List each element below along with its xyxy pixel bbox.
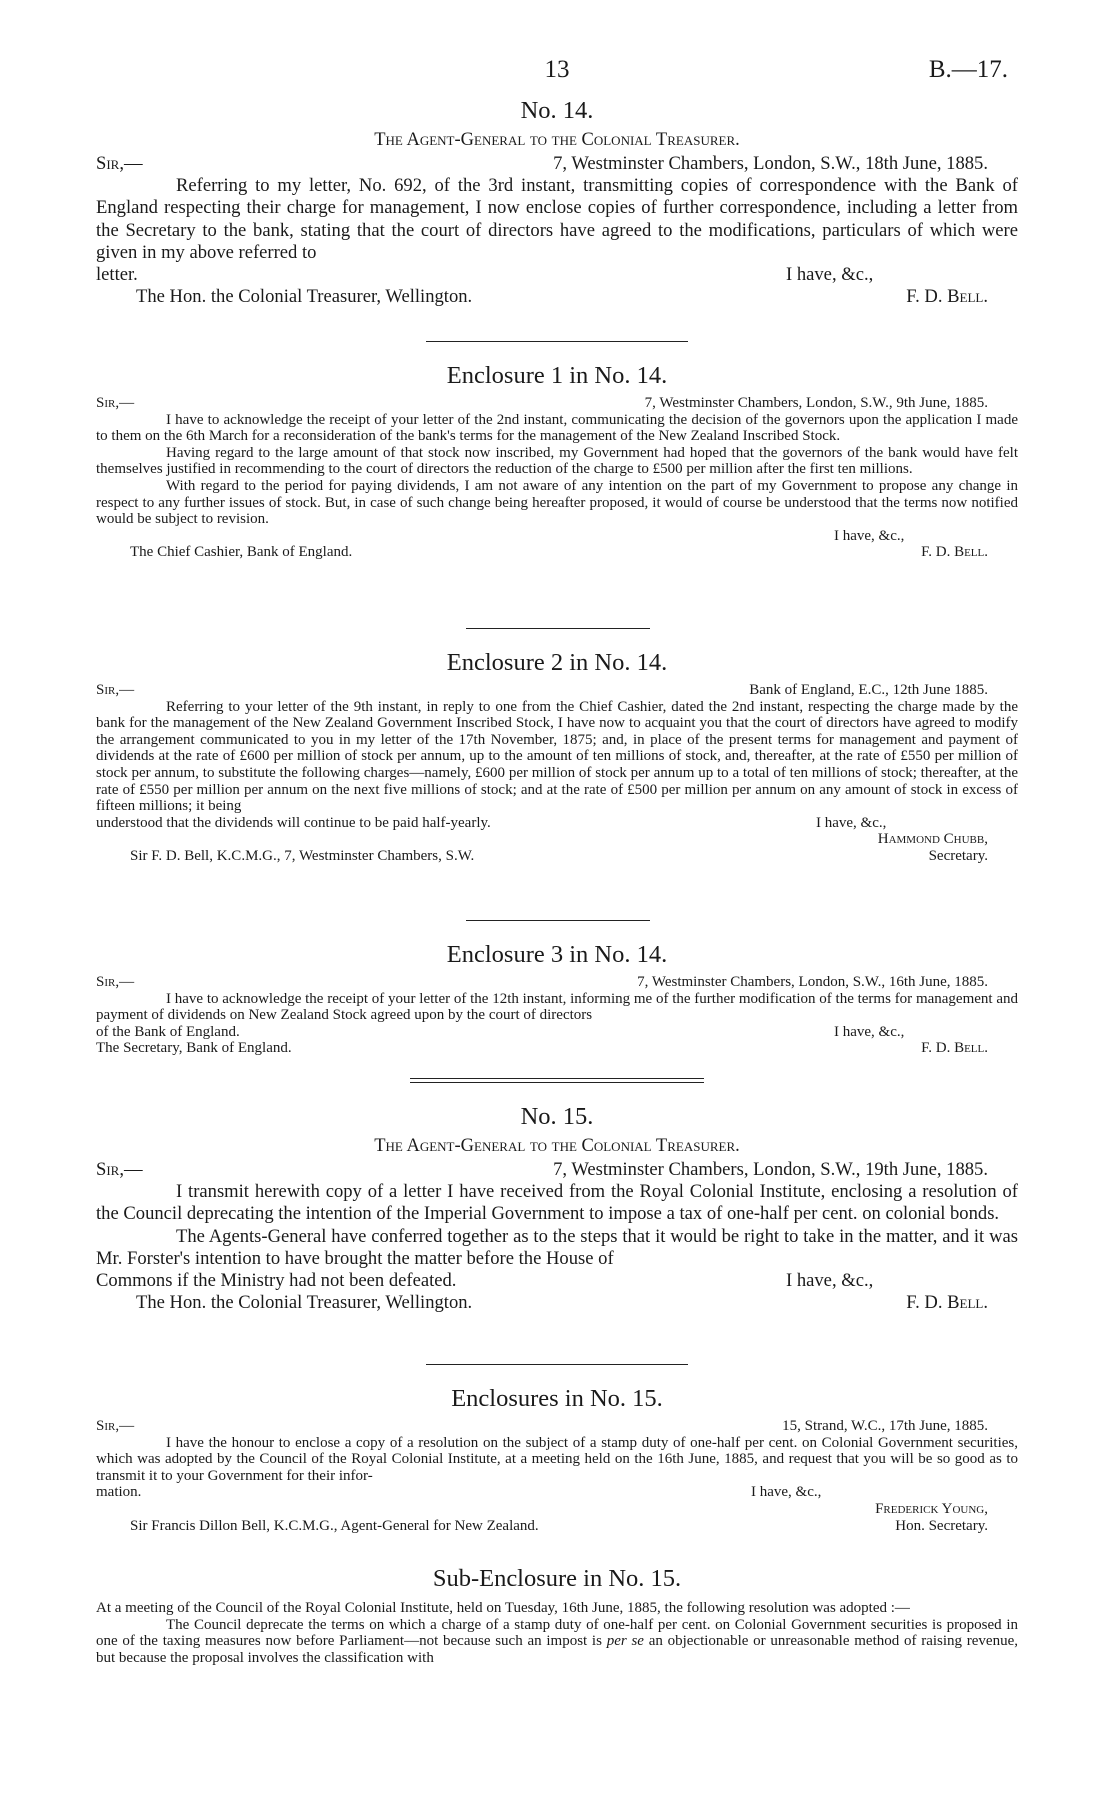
divider bbox=[426, 341, 688, 342]
section-subheading: The Agent-General to the Colonial Treasurer. bbox=[374, 130, 740, 150]
closing: I have, &c., bbox=[786, 264, 874, 286]
salutation: Sir,— bbox=[96, 153, 143, 174]
letter-no15 bbox=[96, 1102, 1018, 1314]
closing: I have, &c., bbox=[786, 1270, 874, 1292]
signature: Frederick Young, bbox=[875, 1500, 988, 1517]
section-heading: Sub-Enclosure in No. 15. bbox=[432, 1565, 682, 1592]
letter-body: I have the honour to enclose a copy of a resolution on the subject of a stamp duty of one-half per cent. on Colonial Government securities, which was adopted by the Council of the Royal Colonial Institute, at a meeting held on the 16th June, 1885, and request that you will be so good as to transmit it to your Government for their infor- bbox=[96, 1434, 1018, 1484]
section-heading: Enclosures in No. 15. bbox=[451, 1385, 663, 1412]
divider bbox=[466, 628, 650, 629]
letter-paragraph-end: Commons if the Ministry had not been defeated. bbox=[96, 1270, 457, 1292]
section-heading: No. 15. bbox=[520, 1103, 594, 1130]
meeting-intro: At a meeting of the Council of the Royal Colonial Institute, held on Tuesday, 16th June, 1885, the following resolution was adopted :— bbox=[96, 1600, 910, 1616]
running-header bbox=[0, 56, 1114, 90]
resolution-text bbox=[96, 1617, 1018, 1667]
section-heading: Enclosure 2 in No. 14. bbox=[446, 649, 668, 676]
letter-address: 7, Westminster Chambers, London, S.W., 18th June, 1885. bbox=[553, 153, 988, 174]
signature: F. D. Bell. bbox=[921, 544, 988, 561]
closing: I have, &c., bbox=[834, 527, 905, 544]
letter-paragraph: The Agents-General have conferred together as to the steps that it would be right to take in the matter, and it was Mr. Forster's intention to have brought the matter before the House of bbox=[96, 1225, 1018, 1269]
salutation: Sir,— bbox=[96, 682, 135, 698]
letter-address: 7, Westminster Chambers, London, S.W., 19th June, 1885. bbox=[553, 1159, 988, 1180]
addressee: The Secretary, Bank of England. bbox=[96, 1040, 292, 1057]
letter-body-end: mation. bbox=[96, 1484, 142, 1501]
signature: F. D. Bell. bbox=[906, 1292, 988, 1314]
closing: I have, &c., bbox=[751, 1484, 822, 1501]
addressee: The Chief Cashier, Bank of England. bbox=[130, 544, 353, 561]
letter-address: 7, Westminster Chambers, London, S.W., 16th June, 1885. bbox=[637, 974, 988, 990]
section-heading: Enclosure 1 in No. 14. bbox=[446, 362, 668, 389]
addressee: The Hon. the Colonial Treasurer, Wellington. bbox=[136, 1292, 473, 1314]
salutation: Sir,— bbox=[96, 395, 135, 411]
addressee: Sir Francis Dillon Bell, K.C.M.G., Agent-General for New Zealand. bbox=[130, 1517, 539, 1534]
letter-paragraph: I have to acknowledge the receipt of your letter of the 2nd instant, communicating the decision of the governors upon the application I made to them on the 6th March for a reconsideration of the bank's terms for the management of the New Zealand Inscribed Stock. bbox=[96, 411, 1018, 445]
document-reference: B.—17. bbox=[928, 56, 1008, 83]
letter-body: Referring to your letter of the 9th instant, in reply to one from the Chief Cashier, dated the 2nd instant, respecting the charge made by the bank for the management of the New Zealand Government Inscribed Stock, I have now to acquaint you that the court of directors have agreed to modify the arrangement communicated to you in my letter of the 17th November, 1875; and, in place of the present terms for management and payment of dividends at the rate of £600 per million of stock per annum, up to the amount of ten millions of stock, and, thereafter, at the rate of £550 per million of stock per annum, to substitute the following charges—namely, £600 per million of stock per annum up to a total of ten millions of stock; thereafter, at the rate of £550 per million per annum on the next five millions of stock; and at the rate of £500 per million per annum on any amount of stock in excess of fifteen millions; it being bbox=[96, 698, 1018, 815]
resolution-text-italic: per se bbox=[606, 1633, 644, 1650]
divider bbox=[466, 920, 650, 921]
sub-enclosure-no15 bbox=[96, 1564, 1018, 1666]
letter-body-end: letter. bbox=[96, 264, 138, 286]
enclosure-1 bbox=[96, 361, 1018, 561]
resolution-text-after: an objectionable or unreasonable method of raising revenue, but because the proposal involves the classification with bbox=[96, 1633, 1018, 1666]
letter-body-end: of the Bank of England. bbox=[96, 1023, 240, 1040]
signature: F. D. Bell. bbox=[921, 1040, 988, 1057]
section-heading: No. 14. bbox=[520, 97, 594, 124]
letter-paragraph: I transmit herewith copy of a letter I have received from the Royal Colonial Institute, enclosing a resolution of the Council deprecating the intention of the Imperial Government to impose a tax of one-half per cent. on colonial bonds. bbox=[96, 1181, 1018, 1225]
signature: F. D. Bell. bbox=[906, 286, 988, 308]
addressee: The Hon. the Colonial Treasurer, Wellington. bbox=[136, 286, 473, 308]
closing: I have, &c., bbox=[816, 814, 887, 831]
enclosure-2 bbox=[96, 648, 1018, 865]
addressee: Sir F. D. Bell, K.C.M.G., 7, Westminster Chambers, S.W. bbox=[130, 847, 475, 864]
letter-body: Referring to my letter, No. 692, of the 3rd instant, transmitting copies of correspondence with the Bank of England respecting their charge for management, I now enclose copies of further correspondence, including a letter from the Secretary to the bank, stating that the court of directors have agreed to the modifications, particulars of which were given in my above referred to bbox=[96, 175, 1018, 263]
salutation: Sir,— bbox=[96, 1159, 143, 1180]
letter-address: Bank of England, E.C., 12th June 1885. bbox=[749, 682, 988, 698]
section-subheading: The Agent-General to the Colonial Treasurer. bbox=[374, 1136, 740, 1156]
enclosure-3 bbox=[96, 940, 1018, 1057]
letter-paragraph: With regard to the period for paying dividends, I am not aware of any intention on the part of my Government to propose any change in respect to any further issues of stock. But, in case of such change being hereafter proposed, it would of course be understood that the terms now notified would be subject to revision. bbox=[96, 477, 1018, 528]
double-divider bbox=[410, 1078, 704, 1083]
page-number: 13 bbox=[544, 56, 570, 83]
closing: I have, &c., bbox=[834, 1023, 905, 1040]
letter-paragraph: Having regard to the large amount of that stock now inscribed, my Government had hoped that the governors of the bank would have felt themselves justified in recommending to the court of directors the reduction of the charge to £500 per million after the first ten millions. bbox=[96, 444, 1018, 478]
section-heading: Enclosure 3 in No. 14. bbox=[446, 941, 668, 968]
enclosures-no15 bbox=[96, 1384, 1018, 1534]
letter-body-end: understood that the dividends will continue to be paid half-yearly. bbox=[96, 814, 491, 831]
divider bbox=[426, 1364, 688, 1365]
resolution-text-before: The Council deprecate the terms on which a charge of a stamp duty of one-half per cent. on Colonial Government securities is proposed in one of the taxing measures now before Parliament—not because such an impost is bbox=[96, 1616, 1018, 1650]
letter-address: 7, Westminster Chambers, London, S.W., 9th June, 1885. bbox=[644, 395, 988, 411]
letter-no14 bbox=[96, 96, 1018, 308]
letter-address: 15, Strand, W.C., 17th June, 1885. bbox=[782, 1418, 988, 1434]
signature: Hammond Chubb, bbox=[877, 831, 988, 848]
signature-title: Secretary. bbox=[928, 847, 988, 864]
salutation: Sir,— bbox=[96, 974, 135, 990]
salutation: Sir,— bbox=[96, 1418, 135, 1434]
signature-title: Hon. Secretary. bbox=[895, 1517, 988, 1534]
letter-body: I have to acknowledge the receipt of your letter of the 12th instant, informing me of the further modification of the terms for management and payment of dividends on New Zealand Stock agreed upon by the court of directors bbox=[96, 990, 1018, 1024]
